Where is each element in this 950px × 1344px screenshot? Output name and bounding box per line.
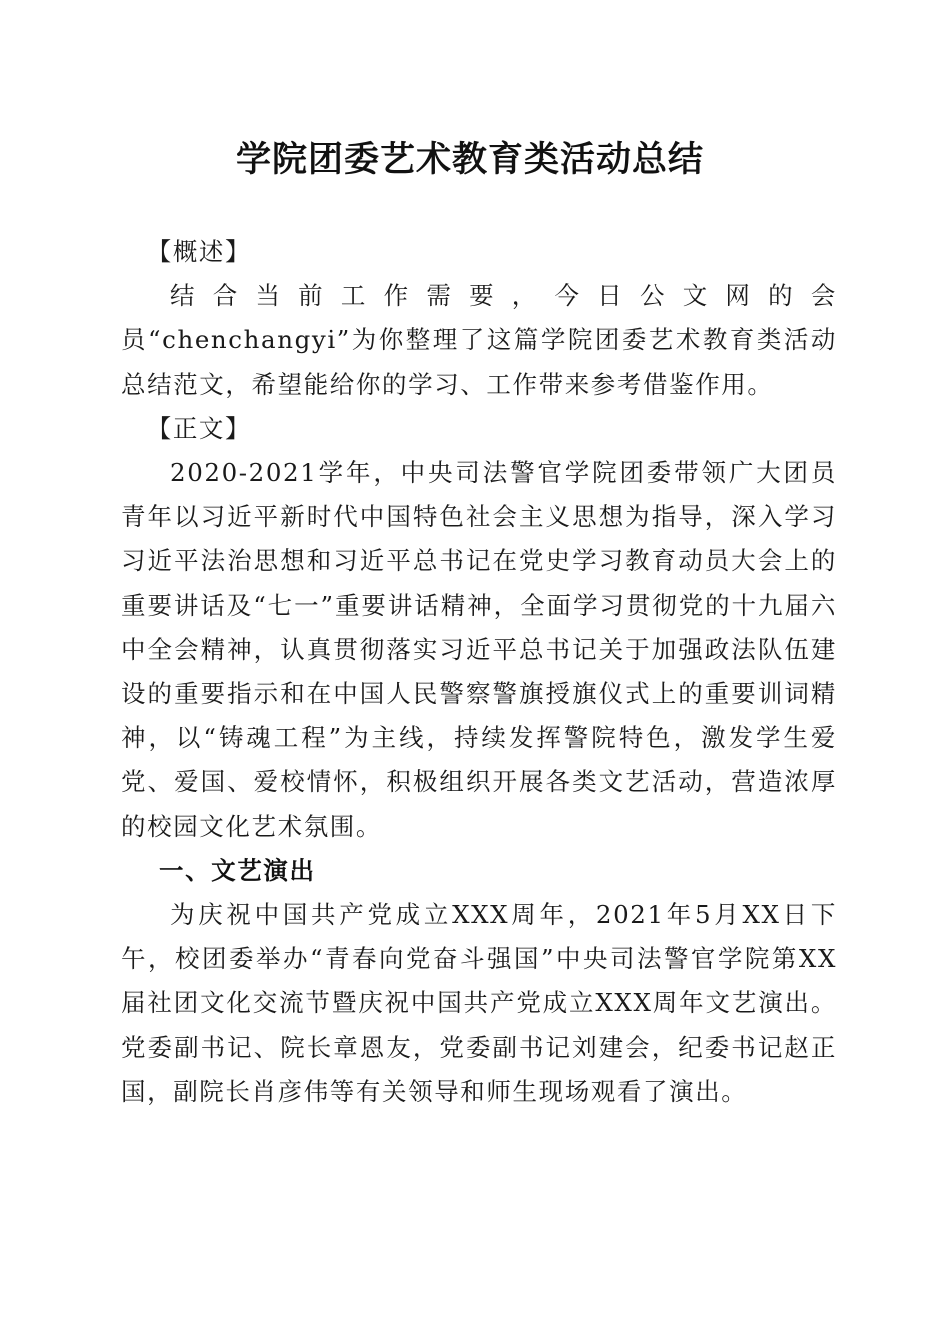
summary-paragraph: 结合当前工作需要，今日公文网的会员“chenchangyi”为你整理了这篇学院团委艺术教育类活动总结范文，希望能给你的学习、工作带来参考借鉴作用。 (121, 281, 837, 399)
body-marker: 【正文】 (146, 413, 252, 443)
body-paragraph: 2020-2021学年，中央司法警官学院团委带领广大团员青年以习近平新时代中国特色社会主义思想为指导，深入学习习近平法治思想和习近平总书记在党史学习教育动员大会上的重要讲话及“七一”重要讲话精神，全面学习贯彻党的十九届六中全会精神，认真贯彻落实习近平总书记关于加强政法队伍建设的重要指示和在中国人民警察警旗授旗仪式上的重要训词精神，以“铸魂工程”为主线，持续发挥警院特色，激发学生爱党、爱国、爱校情怀，积极组织开展各类文艺活动，营造浓厚的校园文化艺术氛围。 (121, 458, 837, 841)
document-body (121, 230, 837, 1114)
section-heading: 一、文艺演出 (158, 855, 316, 885)
document-title: 学院团委艺术教育类活动总结 (235, 139, 704, 180)
summary-marker: 【概述】 (146, 237, 252, 266)
section-paragraph: 为庆祝中国共产党成立XXX周年，2021年5月XX日下午，校团委举办“青春向党奋斗强国”中央司法警官学院第XX届社团文化交流节暨庆祝中国共产党成立XXX周年文艺演出。党委副书记、院长章恩友，党委副书记刘建会，纪委书记赵正国，副院长肖彦伟等有关领导和师生现场观看了演出。 (121, 900, 837, 1106)
